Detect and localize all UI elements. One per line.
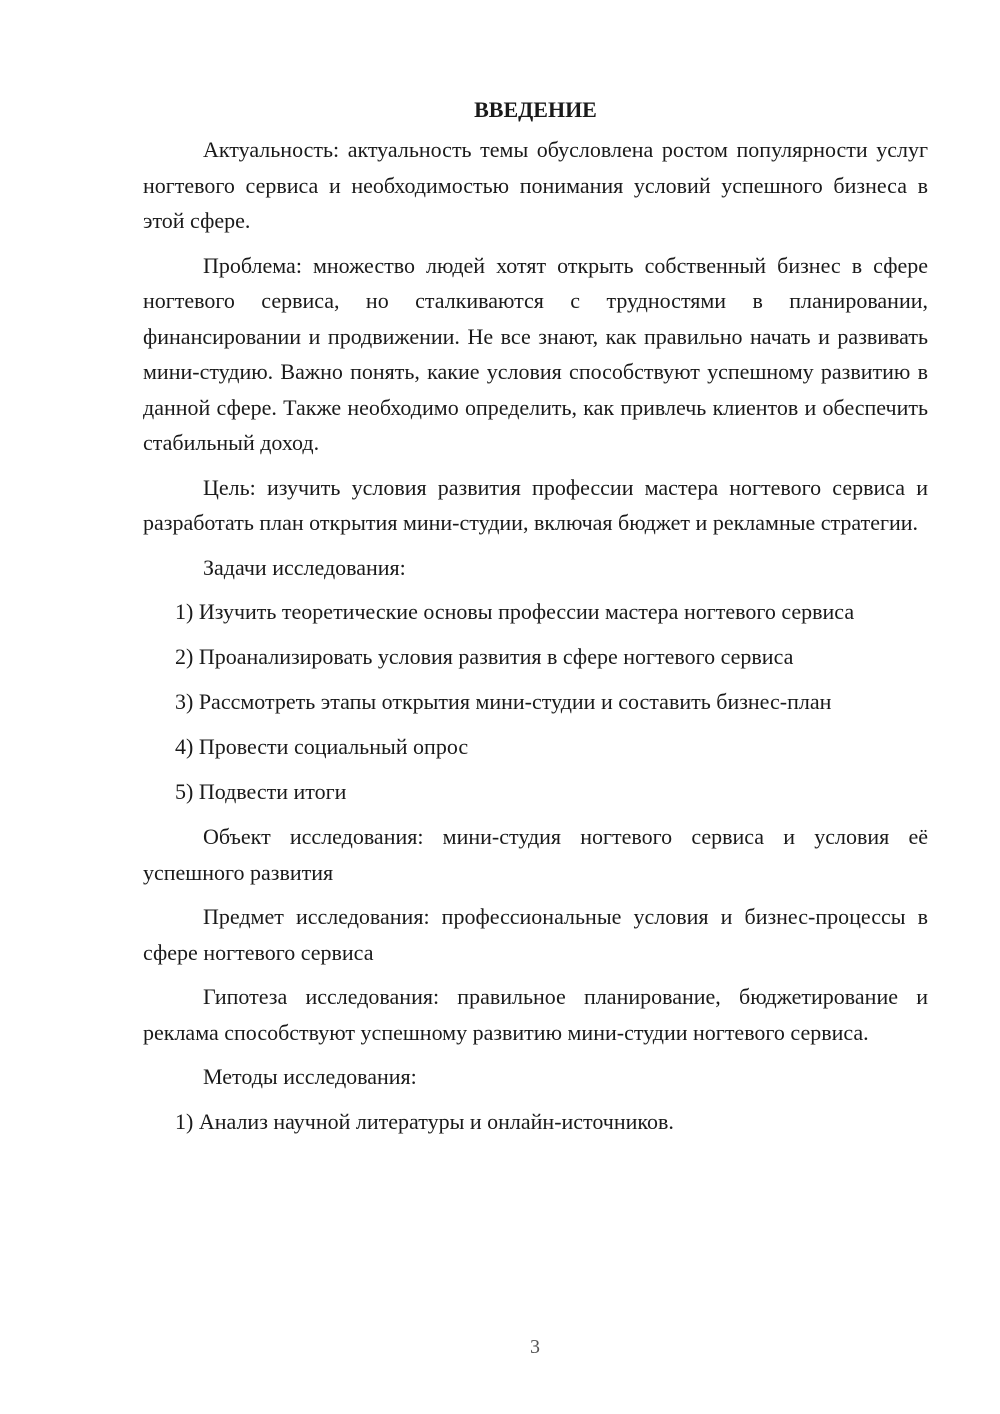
tasks-list (143, 594, 928, 810)
list-item: 1) Анализ научной литературы и онлайн-источников. (175, 1108, 674, 1134)
page-number: 3 (530, 1336, 540, 1358)
list-item: 2) Проанализировать условия развития в сфере ногтевого сервиса (175, 644, 794, 669)
paragraph-subject: Предмет исследования: профессиональные условия и бизнес-процессы в сфере ногтевого сервиса (143, 904, 928, 965)
paragraph-object: Объект исследования: мини-студия ногтевого сервиса и условия её успешного развития (143, 824, 928, 885)
methods-heading: Методы исследования: (203, 1064, 417, 1089)
paragraph-problem: Проблема: множество людей хотят открыть собственный бизнес в сфере ногтевого сервиса, но сталкиваются с трудностями в планировании, финансировании и продвижении. Не все знают, как правильно начать и развивать мини-студию. Важно понять, какие условия способствуют успешному развитию в данной сфере. Также необходимо определить, как привлечь клиентов и обеспечить стабильный доход. (143, 252, 928, 455)
paragraph-goal: Цель: изучить условия развития профессии мастера ногтевого сервиса и разработать план открытия мини-студии, включая бюджет и рекламные стратегии. (143, 474, 928, 535)
list-item: 1) Изучить теоретические основы профессии мастера ногтевого сервиса (175, 599, 855, 624)
section-title: ВВЕДЕНИЕ (474, 97, 597, 122)
paragraph-hypothesis: Гипотеза исследования: правильное планирование, бюджетирование и реклама способствуют успешному развитию мини-студии ногтевого сервиса. (143, 984, 928, 1045)
methods-list (143, 1104, 928, 1140)
list-item: 5) Подвести итоги (175, 779, 347, 804)
paragraph-relevance: Актуальность: актуальность темы обусловлена ростом популярности услуг ногтевого сервиса и необходимостью понимания условий успешного бизнеса в этой сфере. (143, 137, 928, 233)
list-item: 3) Рассмотреть этапы открытия мини-студии и составить бизнес-план (175, 689, 832, 714)
page-content (143, 92, 928, 1149)
tasks-heading: Задачи исследования: (203, 554, 406, 580)
list-item: 4) Провести социальный опрос (175, 734, 469, 759)
